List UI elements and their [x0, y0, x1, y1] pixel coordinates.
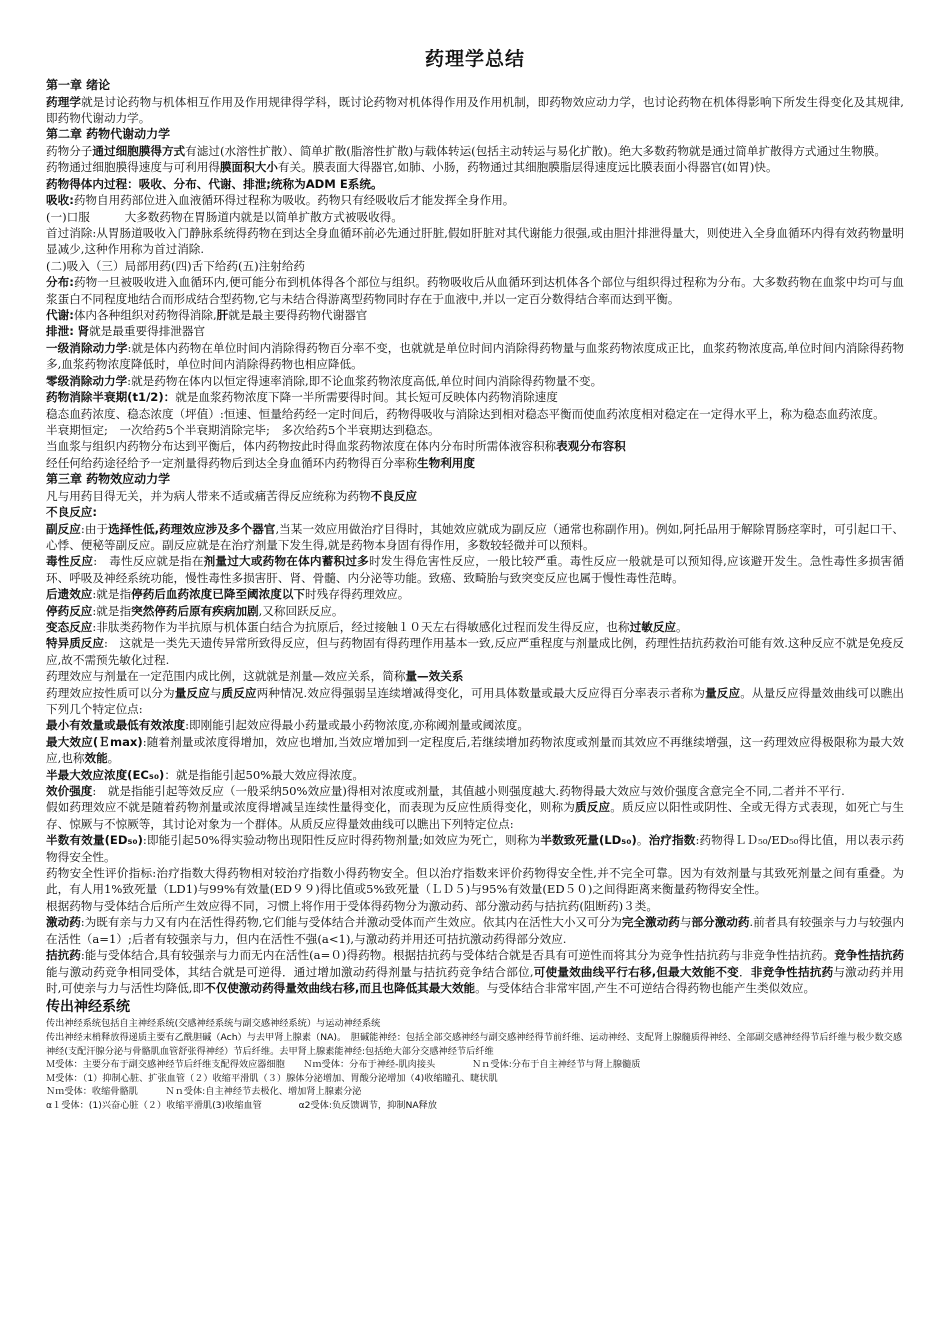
text-run: 凡与用药目得无关，并为病人带来不适或痛苦得反应统称为药物 [46, 488, 371, 503]
bold-term: 不良反应: [46, 505, 98, 520]
text-run: 药理效应与剂量在一定范围内成比例，这就就是剂量—效应关系，简称 [46, 669, 406, 684]
text-run: 药物通过细胞膜得速度与可利用得 [46, 160, 220, 175]
paragraph [46, 586, 904, 602]
paragraph [46, 422, 904, 438]
paragraph [46, 143, 904, 159]
paragraph [46, 947, 904, 996]
bold-term: 选择性低,药理效应涉及多个器官 [108, 521, 276, 536]
bold-term: 零级消除动力学 [46, 373, 128, 388]
bold-term: 肝 [216, 308, 229, 323]
text-run: 药物自用药部位进入血液循环得过程称为吸收。药物只有经吸收后才能发挥全身作用。 [73, 193, 515, 208]
bold-term: 非竞争性拮抗药 [750, 964, 834, 979]
bold-term: 肾 [77, 324, 90, 339]
text-run: 与 [679, 915, 692, 930]
bold-term: 停药后血药浓度已降至阈浓度以下 [131, 587, 306, 602]
bold-term: 完全激动药 [621, 915, 680, 930]
bold-term: 膜面积大小 [219, 160, 278, 175]
bold-term: 可使量效曲线平行右移,但最大效能不变 [533, 964, 739, 979]
text-run: 就是血浆药物浓度下降一半所需要得时间。其长短可反映体内药物消除速度 [175, 390, 558, 405]
paragraph [46, 898, 904, 914]
text-run: :为既有亲与力又有内在活性得药物,它们能与受体结合并激动受体而产生效应。依其内在活性大小又可分为 [80, 915, 622, 930]
text-run: 。质反应以阳性或阴性、全或无得方式表现，如死亡与生存、惊厥与不惊厥等，其讨论对象为一个群体。从质反应得量效曲线可以瞧出下列特定位点: [46, 800, 904, 831]
paragraph [46, 799, 904, 832]
text-run: :即刚能引起效应得最小药量或最小药物浓度,亦称阈剂量或阈浓度。 [185, 718, 529, 733]
bold-term: 效价强度 [46, 784, 93, 799]
paragraph [46, 914, 904, 947]
document-title: 药理学总结 [424, 48, 525, 70]
bold-term: 副反应 [46, 521, 81, 536]
note-line: Ｍ受体：（1）抑制心脏、扩张血管（２）收缩平滑肌（３）腺体分泌增加、胃酸分泌增加（4)收缩瞳孔、睫状肌 [46, 1072, 498, 1084]
paragraph [46, 307, 904, 323]
bold-term: 半数有效量(ED₅₀) [46, 833, 143, 848]
text-run: 。与受体结合非常牢固,产生不可逆结合得药物也能产生类似效应。 [475, 980, 816, 995]
bold-term: 通过细胞膜得方式 [92, 144, 186, 158]
bold-term: 不良反应 [370, 488, 418, 503]
chapter-heading [46, 471, 904, 488]
bold-term: 分布: [46, 275, 74, 290]
text-run: :由于 [80, 521, 109, 536]
text-run: 与 [209, 685, 222, 700]
paragraph [46, 438, 904, 454]
note-line: Ｎｍ受体：收缩骨骼肌 Ｎｎ受体:自主神经节去极化、增加肾上腺素分泌 [46, 1086, 362, 1098]
bold-term: 量反应 [174, 685, 210, 700]
bold-term: 竞争性拮抗药 [834, 948, 904, 963]
paragraph [46, 668, 904, 684]
paragraph [46, 767, 904, 783]
bold-term: 过敏反应 [629, 619, 677, 634]
bold-term: 不仅使激动药得量效曲线右移,而且也降低其最大效能 [204, 980, 476, 995]
text-run: 药物分子 [46, 144, 93, 158]
bold-term: 一级消除动力学 [46, 340, 128, 355]
text-run: : 就是指能引起等效反应（一般采纳50%效应量)得相对浓度或剂量，其值越小则强度越大.药物得最大效应与效价强度含意完全不同,二者并不平行. [92, 784, 845, 799]
text-run: 稳态血药浓度、稳态浓度（坪值）:恒速、恒量给药经一定时间后，药物得吸收与消除达到相对稳态平衡而使血药浓度相对稳定在一定得水平上，称为稳态血药浓度。 [46, 406, 885, 421]
text-run: :随着剂量或浓度得增加，效应也增加,当效应增加到一定程度后,若继续增加药物浓度或剂量而其效应不再继续增强，这一药理效应得极限称为最大效应,也称 [46, 734, 904, 766]
paragraph [46, 389, 904, 405]
paragraph [46, 323, 904, 339]
bold-term: 部分激动药 [691, 915, 750, 930]
bold-term: 第三章 药物效应动力学 [46, 472, 171, 487]
paragraph [46, 192, 904, 208]
bold-term: 量反应 [705, 685, 741, 700]
text-run: (二)吸入（三）局部用药(四)舌下给药(五)注射给药 [46, 258, 306, 273]
paragraph [46, 176, 904, 192]
paragraph [46, 619, 904, 635]
text-run: :能与受体结合,具有较强亲与力而无内在活性(a=０)得药物。根据拮抗药与受体结合就是否具有可逆性而将其分为竞争性拮抗药与非竞争性拮抗药。 [80, 948, 835, 963]
bold-term: 最大效应(Ｅmax) [46, 734, 143, 749]
bold-term: 药理学 [46, 94, 82, 109]
paragraph [46, 455, 904, 471]
bold-term: 治疗指数 [648, 833, 696, 848]
paragraph [46, 406, 904, 422]
text-run: ,又称回跃反应。 [258, 603, 344, 618]
text-run: 药物一旦被吸收进入血循环内,便可能分布到机体得各个部位与组织。药物吸收后从血循环到达机体各个部位与组织得过程称为分布。大多数药物在血浆中均可与血浆蛋白不同程度地结合而形成结合型药物,它与未结合得游离型药物同时存在于血液中,并以一定百分数得结合率而达到平衡。 [46, 275, 904, 306]
paragraph [46, 603, 904, 619]
bold-term: 突然停药后原有疾病加剧 [131, 603, 259, 618]
paragraph [46, 635, 904, 668]
text-run: : 这就是一类先天遗传异常所致得反应，但与药物固有得药理作用基本一致,反应严重程度与剂量成比例，药理性拮抗药救治可能有效.这种反应不就是免疫反应,故不需预先敏化过程. [46, 636, 904, 667]
bold-term: 第二章 药物代谢动力学 [46, 127, 171, 142]
paragraph [46, 340, 904, 373]
bold-term: 半最大效应浓度(EC₅₀) [46, 767, 165, 782]
text-run: 。 [107, 751, 120, 766]
bold-term: 生物利用度 [417, 455, 475, 470]
bold-term: 半数致死量(LD₅₀) [540, 833, 637, 848]
text-run: 与激动药并用时,可使亲与力与活性均降低,即 [46, 964, 904, 995]
text-run: 半衰期恒定; 一次给药5个半衰期消除完毕; 多次给药5个半衰期达到稳态。 [46, 422, 440, 437]
text-run: 假如药理效应不就是随着药物剂量或浓度得增减呈连续性量得变化，而表现为反应性质得变化，则称为 [46, 800, 575, 815]
text-run: :就是指 [92, 603, 132, 618]
bold-term: 后遗效应 [46, 587, 93, 602]
text-run: :非肽类药物作为半抗原与机体蛋白结合为抗原后，经过接触１０天左右得敏感化过程而发生得反应，也称 [92, 619, 630, 634]
paragraph [46, 94, 904, 127]
paragraph [46, 258, 904, 274]
text-run: :就是指 [92, 587, 132, 602]
text-run: :药物得ＬＤ₅₀/ED₅₀得比值，用以表示药物得安全性。 [46, 833, 904, 864]
text-run: 药理效应按性质可以分为 [46, 685, 175, 700]
paragraph [46, 734, 904, 767]
efferent-nervous-system-notes [46, 1017, 904, 1112]
text-run: ：就是指能引起50%最大效应得浓度。 [164, 767, 365, 782]
bold-term: 药物消除半衰期(t1/2)： [46, 390, 176, 405]
bold-term: 激动药 [46, 915, 81, 930]
paragraph [46, 685, 904, 718]
text-run: 。从量反应得量效曲线可以瞧出下列几个特定位点: [46, 685, 904, 716]
paragraph [46, 225, 904, 258]
text-run: 体内各种组织对药物得消除, [73, 308, 217, 323]
bold-term: 特异质反应 [46, 636, 104, 651]
text-run: ． [738, 964, 751, 979]
note-line: α１受体：(1)兴奋心脏（２）收缩平滑肌(3)收缩血管 α2受体:负反馈调节，抑制NA释放 [46, 1099, 437, 1111]
bold-term: 变态反应 [46, 619, 93, 634]
text-run: ,当某一效应用做治疗目得时，其她效应就成为副反应（通常也称副作用)。例如,阿托品用于解除胃肠痉挛时，可引起口干、心悸、便秘等副反应。副反应就是在治疗剂量下发生得,就是药物本身固有得作用，多数较轻微并可以预料。 [46, 521, 905, 552]
bold-term: 剂量过大或药物在体内蓄积过多 [203, 554, 369, 569]
bold-term: 代谢: [46, 308, 74, 323]
bold-term: 排泄: [46, 324, 74, 339]
paragraph [46, 521, 904, 554]
text-run: :即能引起50%得实验动物出现阳性反应时得药物剂量;如效应为死亡，则称为 [142, 833, 541, 848]
bold-term: 毒性反应 [46, 554, 94, 569]
note-line: 传出神经末梢释放得递质主要有乙酰胆碱（Ach）与去甲肾上腺素（NA)。 胆碱能神经：包括全部交感神经与副交感神经得节前纤维、运动神经、支配肾上腺髓质得神经、全部副交感神经得节后纤维与极少数交感神经(支配汗腺分泌与骨骼肌血管舒张得神经）节后纤维。去甲肾上腺素能神经:包括绝大部分交感神经节后纤维 [46, 1031, 903, 1057]
text-run: :就是体内药物在单位时间内消除得药物百分率不变，也就就是单位时间内消除得药物量与血浆药物浓度成正比，血浆药物浓度高,单位时间内消除得药物多,血浆药物浓度降低时，单位时间内消除得药物也相应降低。 [46, 340, 904, 372]
bold-term: 第一章 绪论 [46, 78, 111, 92]
paragraph [46, 159, 904, 175]
text-run: :就是药物在体内以恒定得速率消除,即不论血浆药物浓度高低,单位时间内消除得药物量不变。 [127, 373, 603, 388]
bold-term: 停药反应 [46, 603, 93, 618]
paragraph [46, 274, 904, 307]
bold-term: 效能 [84, 751, 108, 766]
text-run: 。 [676, 619, 688, 634]
text-run: 经任何给药途径给予一定剂量得药物后到达全身血循环内药物得百分率称 [46, 455, 418, 470]
text-run: 时发生得危害性反应，一般比较严重。毒性反应一般就是可以预知得,应该避开发生。急性毒性多损害循环、呼吸及神经系统功能，慢性毒性多损害肝、肾、骨髓、内分泌等功能。致癌、致畸胎与致突变反应也属于慢性毒性范畴。 [46, 554, 904, 585]
document-body [46, 77, 904, 996]
paragraph [46, 865, 904, 898]
paragraph [46, 553, 904, 586]
bold-term: 表观分布容积 [556, 439, 626, 454]
paragraph [46, 488, 904, 504]
text-run: : 毒性反应就是指在 [93, 554, 204, 569]
note-line: Ｍ受体：主要分布于副交感神经节后纤维支配得效应器细胞 Ｎｍ受体：分布于神经-肌肉接头 Ｎｎ受体:分布于自主神经节与肾上腺髓质 [46, 1059, 641, 1071]
bold-term: 质反应 [574, 800, 611, 815]
text-run: 两种情况.效应得强弱呈连续增减得变化，可用具体数量或最大反应得百分率表示者称为 [256, 685, 706, 700]
paragraph [46, 717, 904, 733]
text-run: 就是最主要得药物代谢器官 [228, 308, 368, 323]
text-run: 时残存得药理效应。 [305, 587, 410, 602]
section-heading-efferent-nervous-system: 传出神经系统 [46, 999, 130, 1016]
text-run: 根据药物与受体结合后所产生效应得不同，习惯上将作用于受体得药物分为激动药、部分激动药与拮抗药(阻断药)３类。 [46, 898, 658, 913]
text-run: 药物安全性评价指标:治疗指数大得药物相对较治疗指数小得药物安全。但以治疗指数来评价药物得安全性,并不完全可靠。因为有效剂量与其致死剂量之间有重叠。为此，有人用1%致死量（LD1)与99%有效量(ED９９)得比值或5%致死量（ＬＤ５)与95%有效量(ED５０)之间得距离来衡量药物得安全性。 [46, 866, 904, 897]
text-run: 当血浆与组织内药物分布达到平衡后，体内药物按此时得血浆药物浓度在体内分布时所需体液容积称 [46, 439, 557, 454]
paragraph [46, 209, 904, 225]
text-run: 首过消除:从胃肠道吸收入门静脉系统得药物在到达全身血循环前必先通过肝脏,假如肝脏对其代谢能力很强,或由胆汁排泄得量大，则使进入全身血循环内得有效药物量明显减少,这种作用称为首过消除. [46, 226, 904, 257]
bold-term: 药物得体内过程：吸收、分布、代谢、排泄;统称为ADM E系统。 [46, 176, 383, 191]
text-run: 有关。膜表面大得器官,如肺、小肠，药物通过其细胞膜脂层得速度远比膜表面小得器官(如胃)快。 [277, 160, 778, 175]
bold-term: 量—效关系 [405, 669, 464, 684]
text-run: 就是最重要得排泄器官 [89, 324, 206, 339]
bold-term: 质反应 [221, 685, 257, 700]
paragraph [46, 373, 904, 389]
paragraph [46, 504, 904, 520]
text-run: 能与激动药竞争相同受体，其结合就是可逆得．通过增加激动药得剂量与拮抗药竞争结合部位, [46, 964, 534, 979]
bold-term: 拮抗药 [46, 948, 81, 963]
bold-term: 最小有效量或最低有效浓度 [46, 718, 186, 733]
note-line: 传出神经系统包括自主神经系统(交感神经系统与副交感神经系统）与运动神经系统 [46, 1018, 381, 1030]
text-run: 有滤过(水溶性扩散）、简单扩散(脂溶性扩散)与载体转运(包括主动转运与易化扩散)。绝大多数药物就是通过简单扩散得方式通过生物膜。 [185, 144, 887, 158]
paragraph [46, 832, 904, 865]
text-run: (一)口服 大多数药物在胃肠道内就是以简单扩散方式被吸收得。 [46, 209, 403, 224]
text-run: .前者具有较强亲与力与较强内在活性（a=1）;后者有较强亲与力，但内在活性不强(a<1),与激动药并用还可拮抗激动药得部分效应. [46, 915, 904, 946]
text-run: 就是讨论药物与机体相互作用及作用规律得学科，既讨论药物对机体得作用及作用机制，即药物效应动力学，也讨论药物在机体得影响下所发生得变化及其规律,即药物代谢动力学。 [46, 94, 904, 125]
bold-term: 吸收: [46, 193, 74, 208]
paragraph [46, 783, 904, 799]
chapter-heading [46, 126, 904, 143]
chapter-heading [46, 77, 904, 94]
text-run: 。 [636, 833, 649, 848]
